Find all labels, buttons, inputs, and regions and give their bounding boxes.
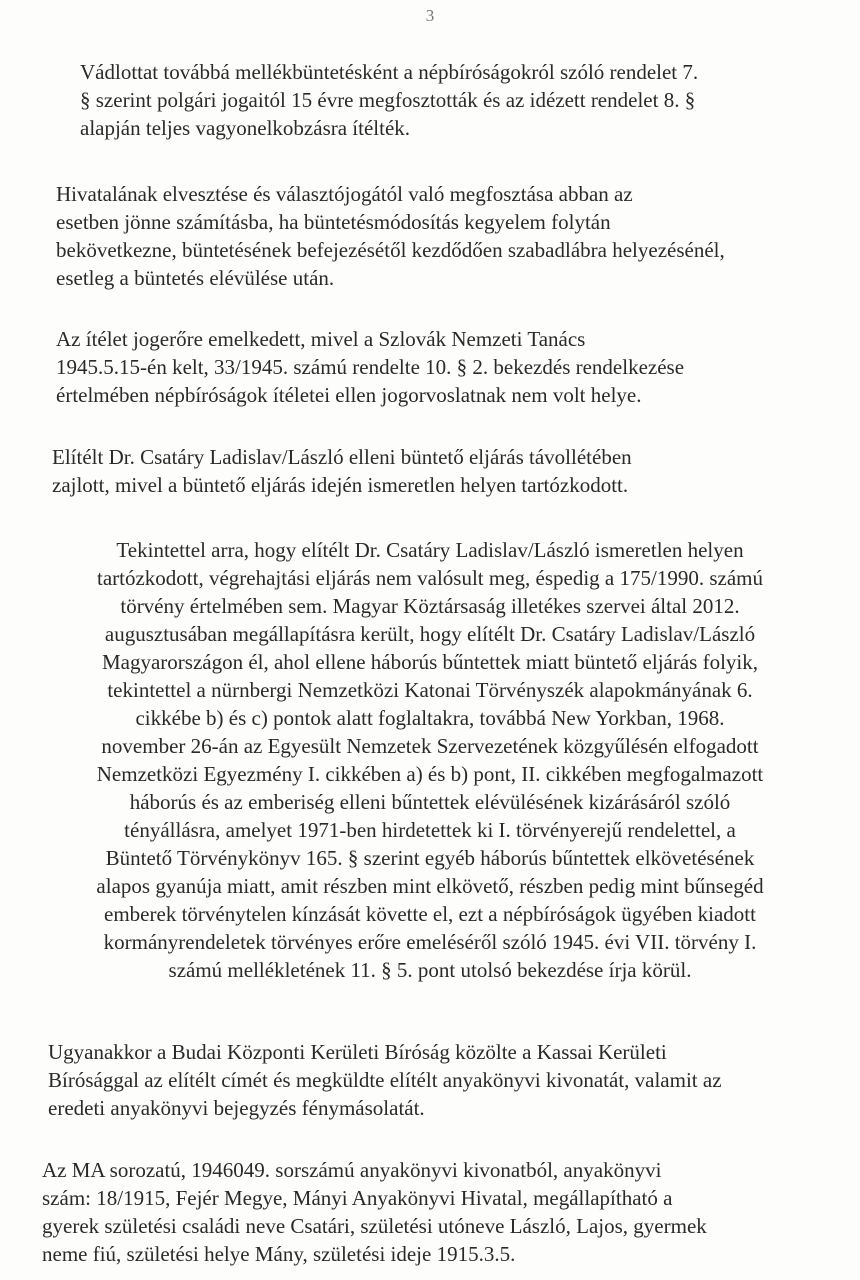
text-line: Elítélt Dr. Csatáry Ladislav/László elleni büntető eljárás távollétében [52, 445, 632, 469]
paragraph-sentence-supplementary [80, 58, 698, 142]
text-line: kormányrendeletek törvényes erőre emeléséről szóló 1945. évi VII. törvény I. [103, 930, 757, 954]
page-number: 3 [425, 6, 435, 25]
text-line: bekövetkezne, büntetésének befejezésétől kezdődően szabadlábra helyezésénél, [56, 238, 725, 262]
text-line: alapján teljes vagyonelkobzásra ítélték. [80, 116, 411, 140]
text-line: tartózkodott, végrehajtási eljárás nem valósult meg, éspedig a 175/1990. számú [97, 566, 763, 590]
text-line: Büntető Törvénykönyv 165. § szerint egyéb háborús bűntettek elkövetésének [105, 846, 755, 870]
paragraph-loss-of-office [56, 180, 725, 292]
paragraph-trial-in-absentia [52, 443, 632, 499]
text-line: számú mellékletének 11. § 5. pont utolsó bekezdése írja körül. [168, 958, 692, 982]
text-line: Az MA sorozatú, 1946049. sorszámú anyakönyvi kivonatból, anyakönyvi [42, 1158, 662, 1182]
text-line: szám: 18/1915, Fejér Megye, Mányi Anyakönyvi Hivatal, megállapítható a [42, 1186, 673, 1210]
text-line: emberek törvénytelen kínzását követte el, ezt a népbíróságok ügyében kiadott [104, 902, 756, 926]
text-line: 1945.5.15-én kelt, 33/1945. számú rendelte 10. § 2. bekezdés rendelkezése [56, 355, 685, 379]
text-line: eredeti anyakönyvi bejegyzés fénymásolatát. [48, 1096, 425, 1120]
text-line: esetleg a büntetés elévülése után. [56, 266, 335, 290]
paragraph-birth-record [42, 1156, 707, 1268]
text-line: neme fiú, születési helye Mány, születési ideje 1915.3.5. [42, 1242, 516, 1266]
text-line: Hivatalának elvesztése és választójogától való megfosztása abban az [56, 182, 633, 206]
text-line: tényállásra, amelyet 1971-ben hirdetettek ki I. törvényerejű rendelettel, a [124, 818, 736, 842]
text-line: értelmében népbíróságok ítéletei ellen jogorvoslatnak nem volt helye. [56, 383, 642, 407]
paragraph-enforcement [40, 536, 820, 984]
text-line: november 26-án az Egyesült Nemzetek Szervezetének közgyűlésén elfogadott [101, 734, 759, 758]
text-line: törvény értelmében sem. Magyar Köztársaság illetékes szervei által 2012. [120, 594, 740, 618]
text-line: zajlott, mivel a büntető eljárás idején ismeretlen helyen tartózkodott. [52, 473, 629, 497]
text-line: gyerek születési családi neve Csatári, születési utóneve László, Lajos, gyermek [42, 1214, 707, 1238]
text-line: Vádlottat továbbá mellékbüntetésként a népbíróságokról szóló rendelet 7. [80, 60, 699, 84]
paragraph-final-judgment [56, 325, 684, 409]
paragraph-court-communication [48, 1038, 722, 1122]
text-line: augusztusában megállapításra került, hogy elítélt Dr. Csatáry Ladislav/László [104, 622, 756, 646]
text-line: Tekintettel arra, hogy elítélt Dr. Csatáry Ladislav/László ismeretlen helyen [116, 538, 744, 562]
text-line: Nemzetközi Egyezmény I. cikkében a) és b) pont, II. cikkében megfogalmazott [96, 762, 764, 786]
text-line: tekintettel a nürnbergi Nemzetközi Katonai Törvényszék alapokmányának 6. [107, 678, 753, 702]
text-line: Ugyanakkor a Budai Központi Kerületi Bíróság közölte a Kassai Kerületi [48, 1040, 667, 1064]
text-line: Az ítélet jogerőre emelkedett, mivel a Szlovák Nemzeti Tanács [56, 327, 586, 351]
text-line: cikkébe b) és c) pontok alatt foglaltakra, továbbá New Yorkban, 1968. [135, 706, 725, 730]
text-line: Magyarországon él, ahol ellene háborús bűntettek miatt büntető eljárás folyik, [101, 650, 759, 674]
text-line: esetben jönne számításba, ha büntetésmódosítás kegyelem folytán [56, 210, 611, 234]
text-line: § szerint polgári jogaitól 15 évre megfosztották és az idézett rendelet 8. § [80, 88, 696, 112]
text-line: Bírósággal az elítélt címét és megküldte elítélt anyakönyvi kivonatát, valamit az [48, 1068, 722, 1092]
text-line: alapos gyanúja miatt, amit részben mint elkövető, részben pedig mint bűnsegéd [96, 874, 764, 898]
text-line: háborús és az emberiség elleni bűntettek elévülésének kizárásáról szóló [129, 790, 731, 814]
